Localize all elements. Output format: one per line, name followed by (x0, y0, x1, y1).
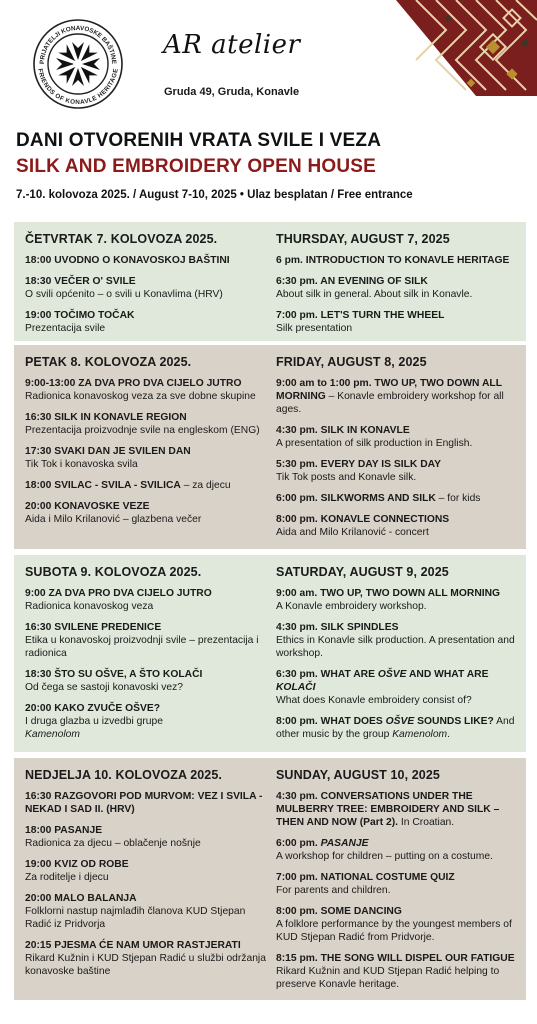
event-description: Radionica konavoskog veza (25, 601, 154, 612)
event-description: Etika u konavoskoj proizvodnji svile – prezentacija i radionica (25, 635, 259, 659)
event-title-italic-2: KOLAČI (276, 682, 316, 693)
event-title: 18:30 ŠTO SU OŠVE, A ŠTO KOLAČI (25, 669, 203, 680)
day-heading: FRIDAY, AUGUST 8, 2025 (276, 355, 427, 369)
event-description: Rikard Kužnin and KUD Stjepan Radić helping to preserve Konavle heritage. (276, 966, 500, 990)
event (276, 254, 516, 267)
day-block-friday (14, 345, 526, 549)
event-title: 8:00 pm. KONAVLE CONNECTIONS (276, 514, 450, 525)
event-description: A presentation of silk production in English. (276, 438, 473, 449)
event-title-line (276, 668, 516, 694)
event-title: 4:30 pm. SILK SPINDLES (276, 622, 399, 633)
event-title: 7:00 pm. NATIONAL COSTUME QUIZ (276, 872, 455, 883)
event-description: Radionica za djecu – oblačenje nošnje (25, 838, 201, 849)
friends-of-konavle-heritage-logo (32, 18, 124, 110)
event-title: 17:30 SVAKI DAN JE SVILEN DAN (25, 446, 191, 457)
event-description: Od čega se sastoji konavoski vez? (25, 682, 183, 693)
event-title: 4:30 pm. CONVERSATIONS UNDER THE MULBERRY TREE: EMBROIDERY AND SILK – THEN AND NOW (Part 2). (276, 791, 500, 828)
event (25, 668, 268, 694)
event (276, 905, 516, 944)
logo-ring-top-text: PRIJATELJI KONAVOSKE BAŠTINE (38, 24, 118, 65)
event-title: 9:00-13:00 ZA DVA PRO DVA CIJELO JUTRO (25, 378, 242, 389)
event-note: And other music by the group (276, 716, 515, 740)
day-heading: NEDJELJA 10. KOLOVOZA 2025. (25, 768, 222, 782)
event-description: A Konavle embroidery workshop. (276, 601, 427, 612)
event-description: Za roditelje i djecu (25, 872, 109, 883)
event (25, 411, 268, 437)
event-title-cont: AND WHAT ARE (406, 669, 489, 680)
event (25, 275, 268, 301)
event-title: 16:30 RAZGOVORI POD MURVOM: VEZ I SVILA - NEKAD I SAD II. (HRV) (25, 791, 263, 815)
english-column (276, 768, 526, 1000)
event-description: For parents and children. (276, 885, 391, 896)
title-croatian: DANI OTVORENIH VRATA SVILE I VEZA (16, 130, 382, 151)
event-title: 20:00 KONAVOSKE VEZE (25, 501, 150, 512)
event-title: 20:00 MALO BALANJA (25, 893, 137, 904)
event (25, 377, 268, 403)
event-title: 18:30 VEČER O' SVILE (25, 276, 136, 287)
day-heading: SUNDAY, AUGUST 10, 2025 (276, 768, 440, 782)
event (25, 702, 268, 741)
event (276, 871, 516, 897)
day-block-sunday (14, 758, 526, 1000)
event-title-italic: PASANJE (320, 838, 369, 849)
event-description: Radionica konavoskog veza za sve dobne skupine (25, 391, 256, 402)
address: Gruda 49, Gruda, Konavle (164, 86, 300, 98)
event-title: 9:00 am to 1:00 pm. TWO UP, TWO DOWN ALL MORNING (276, 378, 502, 402)
event-description: Tik Tok i konavoska svila (25, 459, 138, 470)
croatian-column (14, 355, 276, 549)
event (276, 275, 516, 301)
event-description: Prezentacija svile (25, 323, 106, 334)
english-column (276, 355, 526, 549)
event-note-end: . (447, 729, 451, 740)
event (25, 587, 268, 613)
event (276, 952, 516, 991)
event-note: – Konavle embroidery workshop for all ages. (276, 391, 504, 415)
event-description: Tik Tok posts and Konavle silk. (276, 472, 417, 483)
event-title: 6:00 pm. SILKWORMS AND SILK (276, 493, 436, 504)
day-heading: PETAK 8. KOLOVOZA 2025. (25, 355, 192, 369)
event-title: 18:00 UVODNO O KONAVOSKOJ BAŠTINI (25, 255, 230, 266)
dates-line: 7.-10. kolovoza 2025. / August 7-10, 2025 • Ulaz besplatan / Free entrance (16, 189, 413, 201)
event (25, 254, 268, 267)
event (276, 309, 516, 335)
ar-atelier-logo: AR atelier (163, 30, 301, 60)
event-description: Aida i Milo Krilanović – glazbena večer (25, 514, 202, 525)
event-title-cont: SOUNDS LIKE? (414, 716, 494, 727)
event-title-italic: OŠVE (377, 669, 407, 680)
event-description: About silk in general. About silk in Konavle. (276, 289, 473, 300)
event-note: In Croatian. (398, 817, 455, 828)
event-description: Folklorni nastup najmlađih članova KUD Stjepan Radić iz Pridvorja (25, 906, 246, 930)
event (276, 587, 516, 613)
day-heading: ČETVRTAK 7. KOLOVOZA 2025. (25, 232, 218, 246)
event-title: 8:15 pm. THE SONG WILL DISPEL OUR FATIGUE (276, 953, 515, 964)
event-title: 20:15 PJESMA ĆE NAM UMOR RASTJERATI (25, 940, 241, 951)
event-note: – za djecu (180, 480, 231, 491)
english-column (276, 565, 526, 752)
event-title: 9:00 am. TWO UP, TWO DOWN ALL MORNING (276, 588, 501, 599)
day-block-thursday (14, 222, 526, 341)
event-title: 20:00 KAKO ZVUČE OŠVE? (25, 703, 161, 714)
event (25, 858, 268, 884)
event-title: 7:00 pm. LET'S TURN THE WHEEL (276, 310, 445, 321)
event (25, 500, 268, 526)
event-title: 6:30 pm. AN EVENING OF SILK (276, 276, 428, 287)
event-title: 18:00 SVILAC - SVILA - SVILICA (25, 480, 181, 491)
event-title: 6 pm. INTRODUCTION TO KONAVLE HERITAGE (276, 255, 510, 266)
event (25, 892, 268, 931)
logo-ring-bottom-text: FRIENDS OF KONAVLE HERITAGE (36, 68, 120, 107)
event-title: 6:00 pm. (276, 838, 321, 849)
event-description: A folklore performance by the youngest members of KUD Stjepan Radić from Pridvorje. (276, 919, 512, 943)
event (276, 715, 516, 741)
event (276, 621, 516, 660)
event-title: 16:30 SILK IN KONAVLE REGION (25, 412, 187, 423)
croatian-column (14, 232, 276, 341)
event-title: 9:00 ZA DVA PRO DVA CIJELO JUTRO (25, 588, 212, 599)
event (276, 424, 516, 450)
english-column (276, 232, 526, 341)
event-title: 4:30 pm. SILK IN KONAVLE (276, 425, 410, 436)
event-description: I druga glazba u izvedbi grupe (25, 716, 163, 727)
event-title: 6:30 pm. WHAT ARE (276, 669, 378, 680)
event (25, 621, 268, 660)
event (25, 479, 268, 492)
event (25, 939, 268, 978)
event (25, 309, 268, 335)
croatian-column (14, 565, 276, 752)
event-title: 18:00 PASANJE (25, 825, 103, 836)
event-note: – for kids (435, 493, 481, 504)
embroidery-pattern-image (376, 0, 537, 96)
event (276, 513, 516, 539)
event (276, 377, 516, 416)
event-title: 16:30 SVILENE PREDENICE (25, 622, 162, 633)
event-description: Rikard Kužnin i KUD Stjepan Radić u službi održanja konavoske baštine (25, 953, 266, 977)
event (25, 445, 268, 471)
event-title: 19:00 TOČIMO TOČAK (25, 310, 135, 321)
event (276, 837, 516, 863)
day-heading: SATURDAY, AUGUST 9, 2025 (276, 565, 449, 579)
day-heading: SUBOTA 9. KOLOVOZA 2025. (25, 565, 202, 579)
event-description: O svili općenito – o svili u Konavlima (HRV) (25, 289, 223, 300)
band-name: Kamenolom (392, 729, 448, 740)
event (25, 824, 268, 850)
event-title: 8:00 pm. WHAT DOES (276, 716, 386, 727)
day-heading: THURSDAY, AUGUST 7, 2025 (276, 232, 450, 246)
event (25, 790, 268, 816)
event (276, 492, 516, 505)
event (276, 790, 516, 829)
event-description: What does Konavle embroidery consist of? (276, 695, 472, 706)
band-name: Kamenolom (25, 729, 80, 740)
event-title: 19:00 KVIZ OD ROBE (25, 859, 129, 870)
event-description: Prezentacija proizvodnje svile na engleskom (ENG) (25, 425, 260, 436)
event-description: A workshop for children – putting on a costume. (276, 851, 493, 862)
event (276, 668, 516, 707)
event-description: Silk presentation (276, 323, 353, 334)
event (276, 458, 516, 484)
event-title-italic: OŠVE (385, 716, 415, 727)
event-title-line (276, 837, 516, 850)
event-description: Aida and Milo Krilanović - concert (276, 527, 429, 538)
event-title: 5:30 pm. EVERY DAY IS SILK DAY (276, 459, 442, 470)
croatian-column (14, 768, 276, 1000)
day-block-saturday (14, 555, 526, 752)
event-title: 8:00 pm. SOME DANCING (276, 906, 402, 917)
event-description: Ethics in Konavle silk production. A presentation and workshop. (276, 635, 515, 659)
title-english: SILK AND EMBROIDERY OPEN HOUSE (16, 156, 377, 177)
